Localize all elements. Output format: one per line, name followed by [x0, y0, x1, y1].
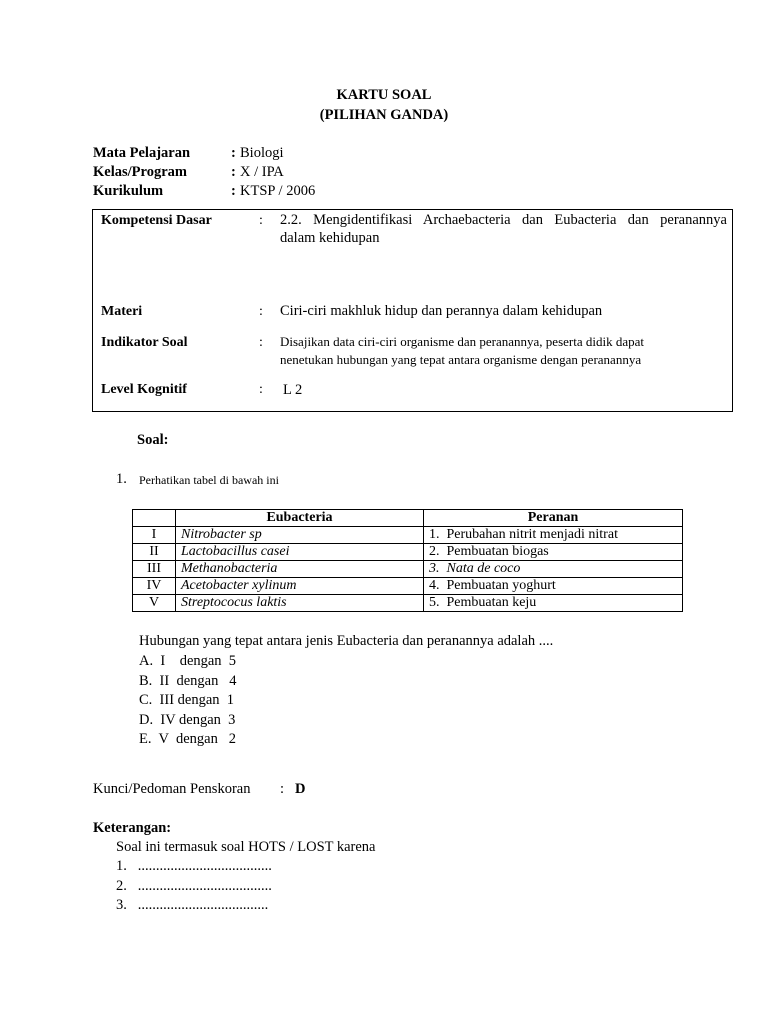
materi-colon: : — [259, 304, 263, 319]
materi-value: Ciri-ciri makhluk hidup dan perannya dalam kehidupan — [280, 303, 603, 319]
row-number: II — [133, 544, 176, 561]
role-cell — [424, 595, 683, 612]
option-letter: B. — [139, 672, 153, 689]
table-header-cell: Peranan — [424, 510, 683, 527]
indikator-value-line2: nenetukan hubungan yang tepat antara organisme dengan peranannya — [280, 352, 642, 367]
row-number: V — [133, 595, 176, 612]
table-row — [133, 578, 683, 595]
card-title: KARTU SOAL — [336, 87, 432, 103]
level-label: Level Kognitif — [101, 382, 187, 397]
meta-value: X / IPA — [240, 164, 284, 180]
table-row — [133, 561, 683, 578]
table-header-row — [133, 510, 683, 527]
materi-label: Materi — [101, 304, 143, 319]
indikator-colon: : — [259, 335, 263, 350]
level-colon: : — [259, 382, 263, 397]
role-text: Pembuatan keju — [446, 595, 537, 610]
table-row — [133, 544, 683, 561]
table-row — [133, 595, 683, 612]
meta-value: Biologi — [240, 145, 284, 161]
table-header-cell: Eubacteria — [176, 510, 424, 527]
meta-value: KTSP / 2006 — [240, 183, 316, 199]
meta-label: Kelas/Program — [93, 164, 187, 180]
organism: Streptococus laktis — [176, 595, 424, 612]
option-text: V dengan 2 — [158, 731, 236, 747]
item-number: 1. — [116, 858, 127, 874]
meta-label: Kurikulum — [93, 183, 164, 199]
role-number: 1. — [429, 527, 440, 542]
role-text: Perubahan nitrit menjadi nitrat — [446, 527, 618, 542]
organism: Methanobacteria — [176, 561, 424, 578]
option-letter: E. — [139, 731, 152, 747]
role-cell — [424, 561, 683, 578]
organism: Nitrobacter sp — [176, 527, 424, 544]
option-letter: C. — [139, 692, 153, 708]
item-text: ..................................... — [137, 858, 272, 874]
option-letter: D. — [139, 711, 154, 728]
meta-colon: : — [231, 145, 236, 161]
row-number: IV — [133, 578, 176, 595]
kompetensi-label: Kompetensi Dasar — [101, 213, 212, 228]
role-number: 3. — [429, 561, 440, 576]
option-text: II dengan 4 — [159, 672, 237, 689]
option-c[interactable] — [139, 691, 236, 711]
meta-label: Mata Pelajaran — [93, 145, 191, 161]
level-value: L 2 — [283, 382, 303, 398]
role-cell — [424, 544, 683, 561]
kunci-label: Kunci/Pedoman Penskoran — [93, 781, 251, 797]
option-text: III dengan 1 — [159, 692, 235, 708]
question-number: 1. — [116, 471, 127, 487]
kunci-value: D — [295, 781, 306, 797]
indikator-label: Indikator Soal — [101, 335, 188, 350]
option-text: IV dengan 3 — [160, 711, 236, 728]
role-cell — [424, 527, 683, 544]
competency-box — [92, 209, 733, 412]
kompetensi-value-line2: dalam kehidupan — [280, 230, 380, 246]
option-b[interactable] — [139, 672, 236, 692]
row-number: I — [133, 527, 176, 544]
item-number: 2. — [116, 878, 127, 894]
option-text: I dengan 5 — [160, 653, 237, 669]
option-e[interactable] — [139, 730, 236, 750]
item-text: .................................... — [137, 897, 269, 913]
role-number: 2. — [429, 544, 440, 559]
eubacteria-table — [132, 509, 683, 612]
keterangan-heading: Keterangan: — [93, 820, 172, 836]
option-letter: A. — [139, 653, 154, 669]
indikator-value-line1: Disajikan data ciri-ciri organisme dan peranannya, peserta didik dapat — [280, 334, 644, 349]
table-header-cell — [133, 510, 176, 527]
kunci-colon: : — [280, 781, 285, 797]
meta-colon: : — [231, 183, 236, 199]
organism: Lactobacillus casei — [176, 544, 424, 561]
role-cell — [424, 578, 683, 595]
table-row — [133, 527, 683, 544]
role-number: 5. — [429, 595, 440, 610]
option-a[interactable] — [139, 652, 236, 672]
kompetensi-value-line1: 2.2. Mengidentifikasi Archaebacteria dan Eubacteria dan peranannya — [280, 212, 727, 228]
keterangan-line: Soal ini termasuk soal HOTS / LOST karena — [116, 839, 376, 855]
role-text: Nata de coco — [446, 561, 521, 576]
question-intro: Perhatikan tabel di bawah ini — [139, 473, 279, 487]
role-text: Pembuatan biogas — [446, 544, 549, 559]
question-stem: Hubungan yang tepat antara jenis Eubacteria dan peranannya adalah .... — [139, 633, 554, 649]
keterangan-item-2 — [116, 878, 272, 895]
item-number: 3. — [116, 897, 127, 913]
organism: Acetobacter xylinum — [176, 578, 424, 595]
card-subtitle: (PILIHAN GANDA) — [319, 107, 449, 123]
keterangan-item-3 — [116, 897, 268, 914]
soal-heading: Soal: — [137, 432, 169, 448]
item-text: ..................................... — [137, 878, 272, 894]
role-text: Pembuatan yoghurt — [446, 578, 556, 593]
row-number: III — [133, 561, 176, 578]
meta-colon: : — [231, 164, 236, 180]
answer-options — [139, 652, 236, 750]
option-d[interactable] — [139, 711, 236, 731]
role-number: 4. — [429, 578, 440, 593]
keterangan-item-1 — [116, 858, 272, 875]
kompetensi-colon: : — [259, 213, 263, 228]
